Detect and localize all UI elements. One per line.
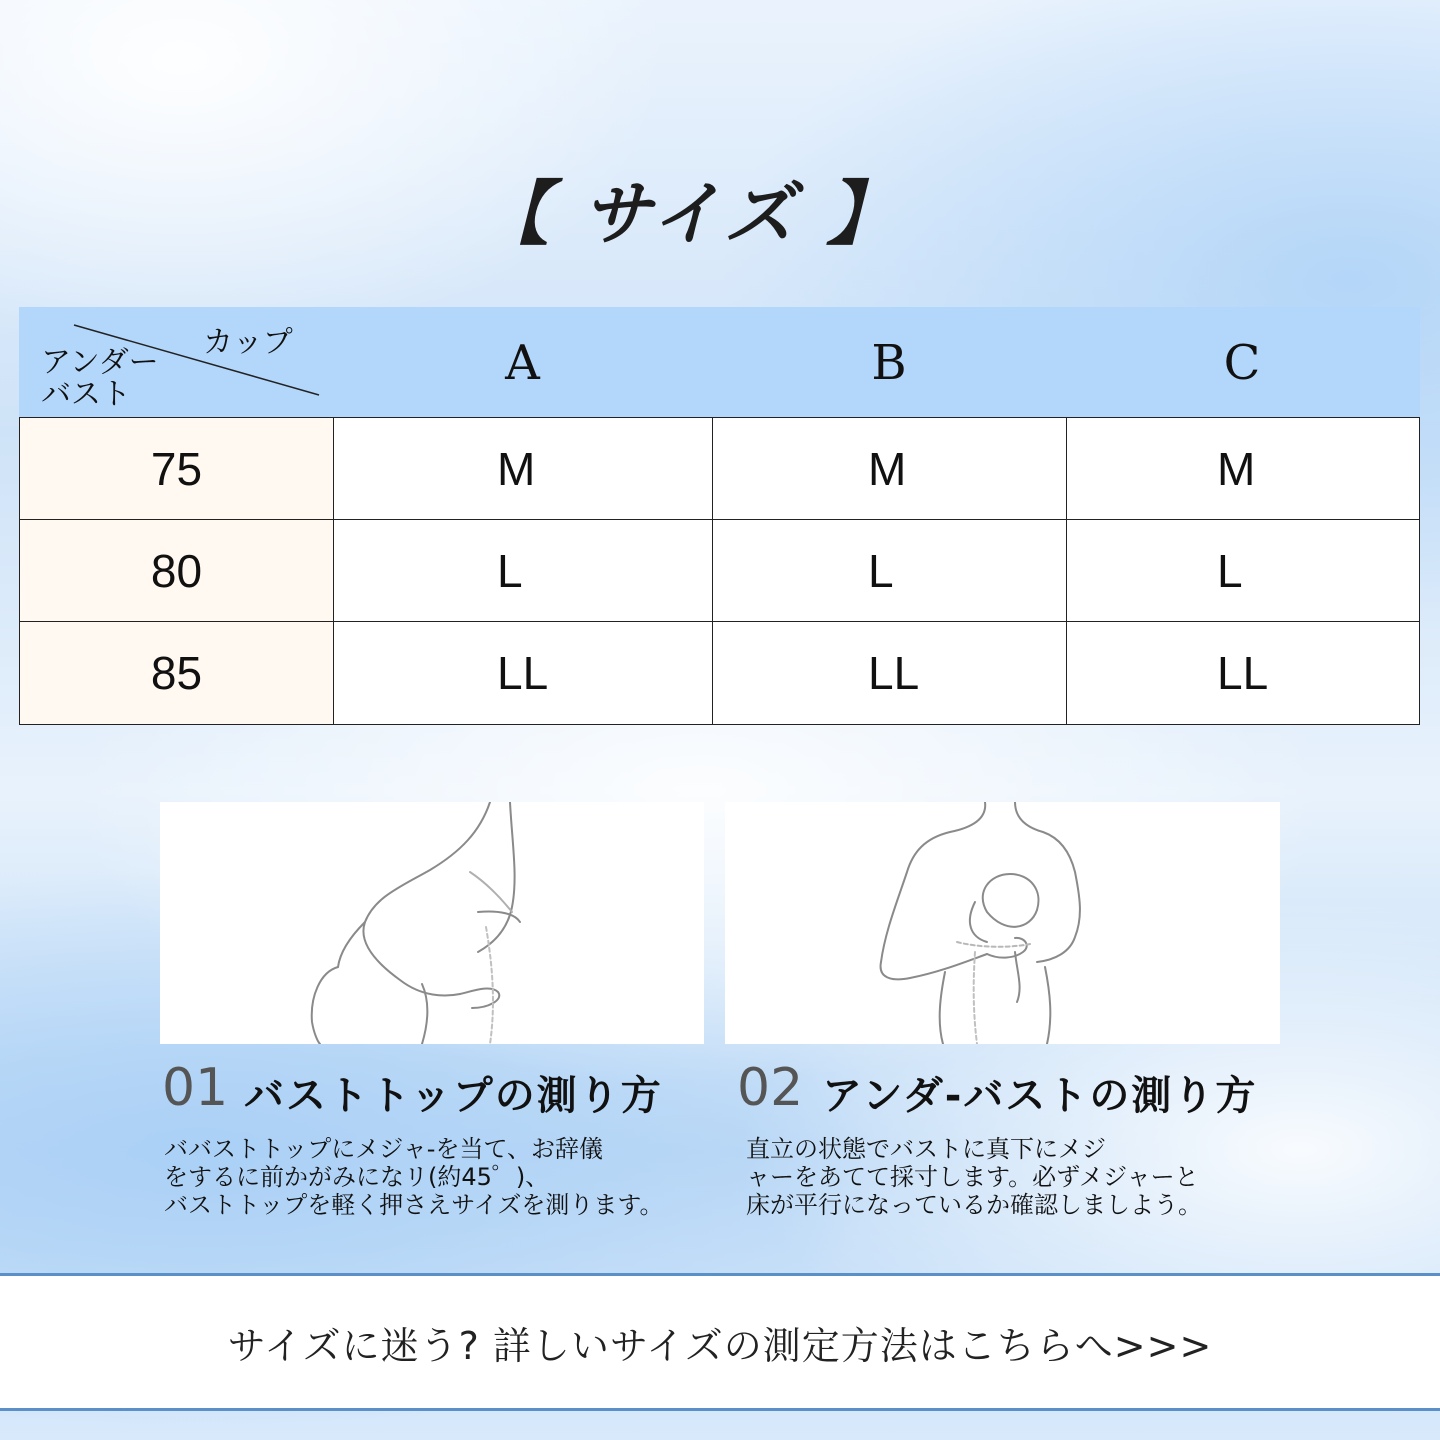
size-table [19,307,1420,725]
under-bust-cell [20,622,334,724]
step-description-line: バストトップを軽く押さえサイズを測ります。 [164,1191,664,1219]
size-value: L [868,544,894,597]
table-header [19,307,1420,417]
under-bust-value: 80 [150,544,203,597]
step-number: 02 [737,1058,804,1118]
size-value: L [497,544,523,597]
under-bust-cell [20,520,334,621]
step-description-line: 直立の状態でバストに真下にメジ [746,1135,1106,1163]
step-title: アンダ-バストの測り方 [822,1073,1258,1119]
size-cell [1067,418,1419,519]
step-title: バストトップの測り方 [244,1073,663,1119]
size-value: M [1217,442,1256,495]
size-cell [713,418,1067,519]
size-guide-link[interactable]: サイズに迷う? 詳しいサイズの測定方法はこちらへ>>> [227,1323,1213,1368]
size-cell [1067,622,1419,724]
step-description-line: ババストトップにメジャ-を当て、お辞儀 [164,1135,603,1163]
under-bust-label-line2: バスト [41,377,131,412]
under-bust-illustration [725,802,1280,1044]
page-title: 【 サイズ 】 [479,172,901,255]
table-body [19,417,1420,725]
under-bust-cell [20,418,334,519]
size-value: LL [497,647,549,699]
step-description-line: をするに前かがみになリ(約45゜)、 [164,1163,550,1191]
table-row [20,418,1419,520]
size-cell [334,520,713,621]
table-row [20,520,1419,622]
size-value: LL [1217,647,1269,699]
size-guide-link-bar[interactable] [0,1273,1440,1411]
bust-top-illustration [160,802,704,1044]
size-cell [713,520,1067,621]
size-value: LL [868,647,920,699]
size-value: M [497,442,536,495]
under-bust-value: 75 [150,442,203,495]
under-bust-value: 85 [150,647,203,699]
step-description-line: 床が平行になっているか確認しましよう。 [746,1191,1202,1219]
cup-label: カップ [203,325,293,360]
size-value: M [868,442,907,495]
cup-header-a: A [505,335,540,391]
table-corner-cell [19,307,333,417]
step-description [164,1135,663,1219]
size-cell [1067,520,1419,621]
size-cell [334,622,713,724]
size-cell [334,418,713,519]
step-description-line: ャーをあてて採寸します。必ずメジャーと [746,1163,1199,1191]
step-description [746,1135,1202,1219]
table-row [20,622,1419,724]
cup-header-b: B [871,335,907,391]
step-number: 01 [162,1058,229,1118]
size-cell [713,622,1067,724]
under-bust-label-line1: アンダー [41,345,159,380]
size-value: L [1217,544,1243,597]
cup-header-c: C [1223,335,1261,391]
